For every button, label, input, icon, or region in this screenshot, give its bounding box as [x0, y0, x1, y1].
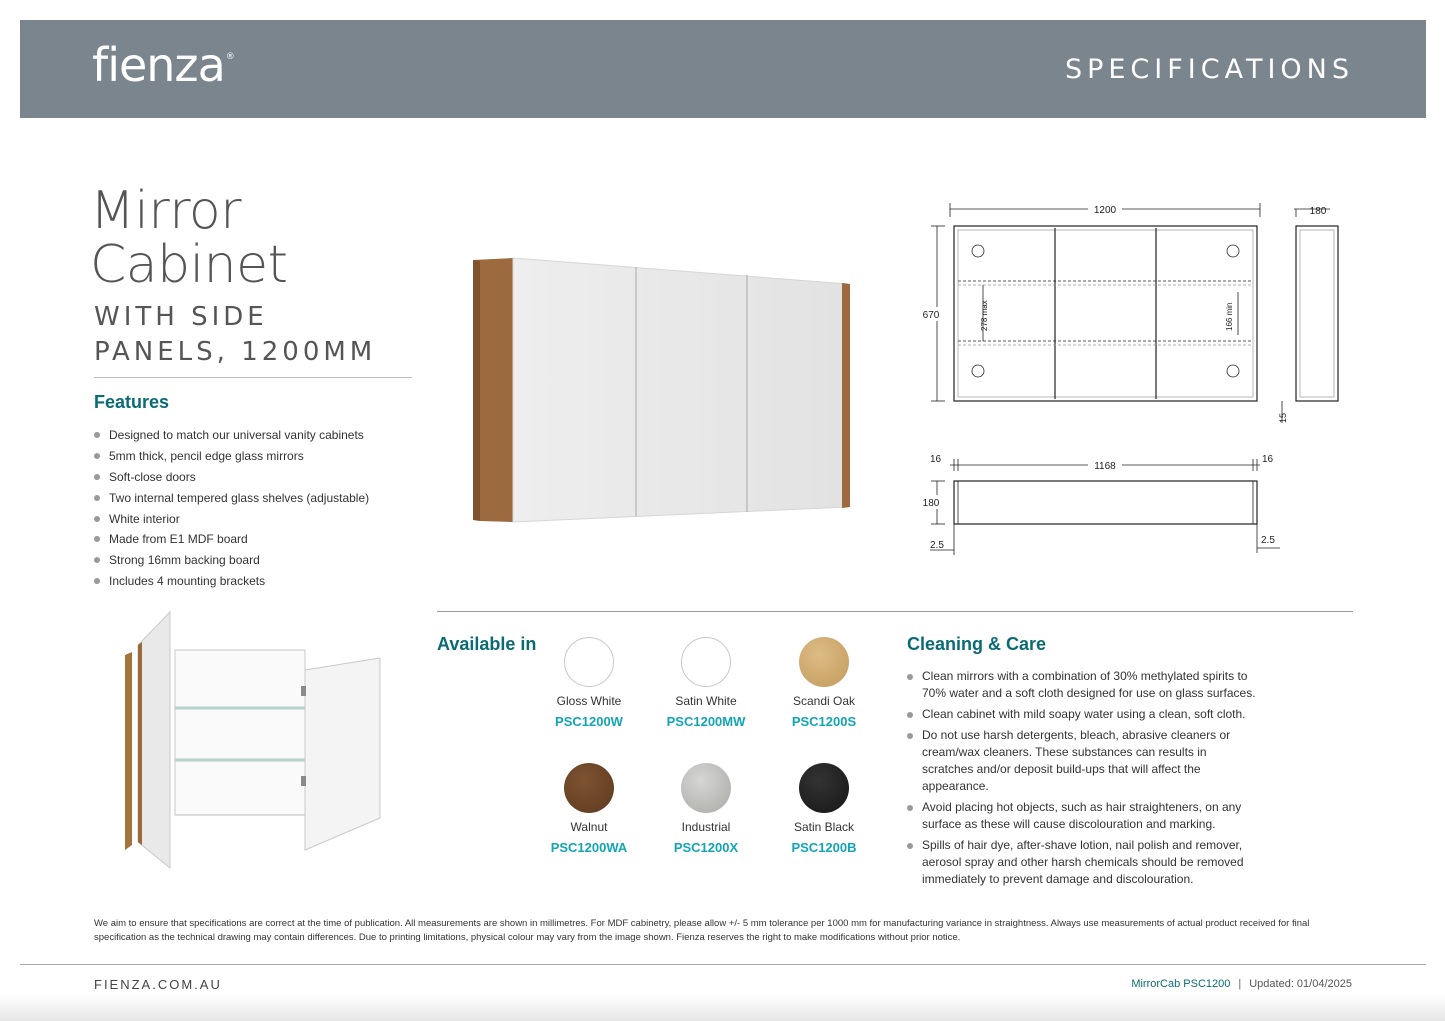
feature-item: Includes 4 mounting brackets — [94, 573, 424, 594]
features-list — [94, 427, 424, 594]
dim-width: 1200 — [1093, 205, 1117, 216]
swatch-code: PSC1200WA — [550, 840, 628, 855]
care-item: Clean mirrors with a combination of 30% methylated spirits to 70% water and a soft cloth designed for use on glass surfaces. — [907, 668, 1259, 702]
dim-inner-width: 1168 — [1094, 461, 1116, 472]
dim-height: 670 — [922, 310, 940, 321]
swatch-name: Walnut — [570, 820, 608, 834]
swatch-name: Scandi Oak — [792, 694, 856, 708]
product-subtitle-line2: PANELS, 1200MM — [94, 337, 377, 367]
swatch-industrial — [646, 763, 766, 855]
feature-item: Two internal tempered glass shelves (adjustable) — [94, 490, 424, 511]
swatch-scandi-oak — [764, 637, 884, 729]
product-code: MirrorCab PSC1200 — [1131, 978, 1231, 990]
website-link[interactable]: FIENZA.COM.AU — [94, 977, 222, 992]
swatch-code: PSC1200X — [673, 840, 739, 855]
swatch-code: PSC1200MW — [666, 714, 746, 729]
scandi-oak-color-circle — [799, 637, 849, 687]
product-title-line1: Mirror — [90, 181, 242, 241]
feature-item: Soft-close doors — [94, 469, 424, 490]
satin-white-color-circle — [681, 637, 731, 687]
satin-black-color-circle — [799, 763, 849, 813]
dim-gap-left: 2.5 — [930, 540, 944, 551]
care-item: Clean cabinet with mild soapy water using a clean, soft cloth. — [907, 706, 1259, 723]
available-heading: Available in — [437, 634, 537, 654]
swatch-walnut — [529, 763, 649, 855]
swatch-name: Industrial — [681, 820, 731, 834]
dim-side-left: 16 — [930, 454, 942, 465]
updated-date: Updated: 01/04/2025 — [1249, 978, 1352, 990]
dim-shelf-max: 278 max — [980, 300, 989, 331]
footer-divider — [20, 964, 1426, 965]
care-item: Spills of hair dye, after-shave lotion, nail polish and remover, aerosol spray and other harsh chemicals should be removed immediately to prevent damage and discolouration. — [907, 837, 1259, 888]
footer-meta — [1131, 978, 1352, 990]
technical-drawing — [920, 195, 1327, 565]
dim-bracket: 15 — [1278, 412, 1288, 423]
section-divider — [437, 611, 1353, 612]
swatch-name: Gloss White — [556, 694, 622, 708]
swatch-satin-white — [646, 637, 766, 729]
dim-gap-right: 2.5 — [1261, 535, 1275, 546]
title-divider — [94, 377, 412, 378]
dim-depth: 180 — [1309, 206, 1327, 217]
swatch-gloss-white — [529, 637, 649, 729]
dim-side-right: 16 — [1262, 454, 1274, 465]
mirror-cabinet-closed-image — [470, 255, 850, 525]
care-heading: Cleaning & Care — [907, 634, 1047, 654]
swatch-name: Satin White — [675, 694, 737, 708]
brand-logo: fienza® — [92, 38, 234, 92]
swatch-code: PSC1200B — [791, 840, 857, 855]
feature-item: Designed to match our universal vanity cabinets — [94, 427, 424, 448]
mirror-cabinet-open-image — [120, 610, 385, 870]
swatch-name: Satin Black — [793, 820, 855, 834]
swatch-satin-black — [764, 763, 884, 855]
header-banner — [20, 20, 1426, 118]
product-subtitle — [94, 300, 376, 370]
care-list — [907, 668, 1259, 892]
care-item: Avoid placing hot objects, such as hair straighteners, on any surface as these will cause discolouration and marking. — [907, 799, 1259, 833]
feature-item: White interior — [94, 511, 424, 532]
care-item: Do not use harsh detergents, bleach, abrasive cleaners or cream/wax cleaners. These substances can results in scratches and/or deposit build-ups that will affect the appearance. — [907, 727, 1259, 795]
page-bottom-shadow — [0, 995, 1445, 1021]
disclaimer-text: We aim to ensure that specifications are correct at the time of publication. All measurements are shown in millimetres. For MDF cabinetry, please allow +/- 5 mm tolerance per 1000 mm for manufacturing variance in straightness. Always use measurements of actual product received for final specification as the technical drawing may contain differences. Due to printing limitations, physical colour may vary from the image shown. Fienza reserves the right to make modifications without prior notice. — [94, 918, 1310, 943]
product-title-line2: Cabinet — [90, 235, 288, 295]
feature-item: 5mm thick, pencil edge glass mirrors — [94, 448, 424, 469]
feature-item: Made from E1 MDF board — [94, 531, 424, 552]
page-title: SPECIFICATIONS — [1064, 54, 1354, 85]
features-heading: Features — [94, 392, 170, 412]
swatch-code: PSC1200S — [791, 714, 857, 729]
product-title — [90, 181, 288, 295]
dim-shelf-min: 166 min — [1225, 302, 1234, 331]
dim-plan-depth: 180 — [922, 498, 940, 509]
walnut-color-circle — [564, 763, 614, 813]
product-subtitle-line1: WITH SIDE — [94, 302, 268, 332]
feature-item: Strong 16mm backing board — [94, 552, 424, 573]
industrial-color-circle — [681, 763, 731, 813]
swatch-code: PSC1200W — [555, 714, 623, 729]
gloss-white-color-circle — [564, 637, 614, 687]
footer-separator: | — [1238, 978, 1242, 990]
